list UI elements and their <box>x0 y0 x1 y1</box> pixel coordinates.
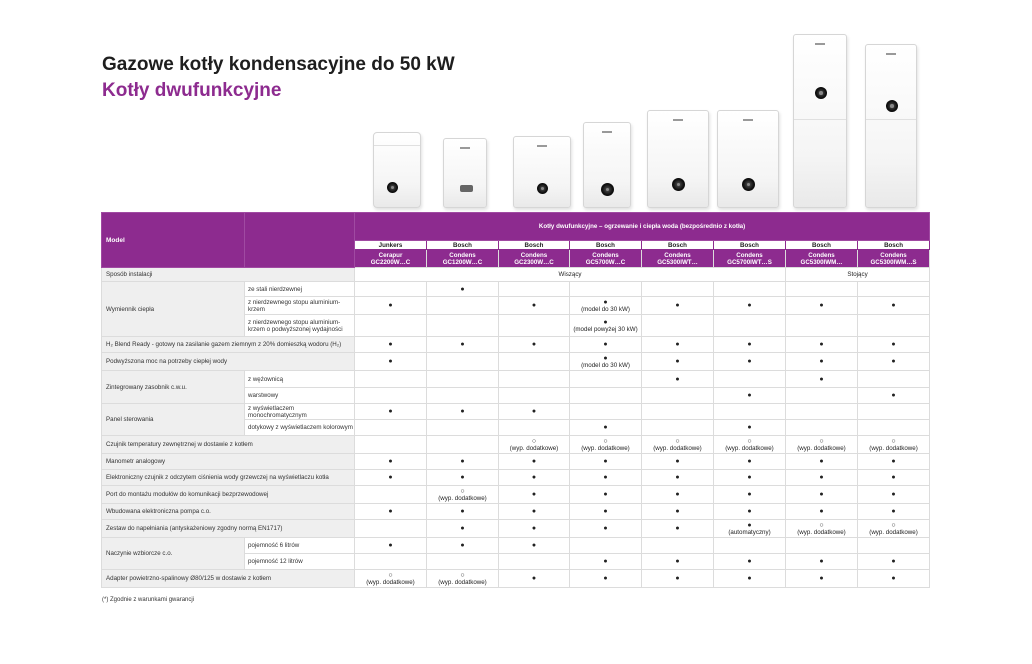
boiler-image-gc1200 <box>443 138 487 208</box>
boiler-image-gc5300iwm-s <box>865 44 917 208</box>
cell-note: (wyp. dodatkowe) <box>797 444 846 452</box>
feature-dot: ● <box>531 525 537 532</box>
feature-dot: ● <box>388 508 393 515</box>
install-floor-cell: Stojący <box>786 268 930 282</box>
feature-dot: ● <box>747 458 752 465</box>
row-label: Wbudowana elektroniczna pompa c.o. <box>102 504 355 520</box>
feature-dot: ● <box>675 558 680 565</box>
cell-note: (wyp. dodatkowe) <box>653 444 702 452</box>
feature-dot: ● <box>891 341 896 348</box>
feature-dot: ● <box>460 458 465 465</box>
row-label: Naczynie wzbiorcze c.o. <box>102 538 245 570</box>
feature-dot: ● <box>819 341 824 348</box>
optional-circle: ○ <box>891 521 896 529</box>
row-sublabel: pojemność 6 litrów <box>245 538 355 554</box>
feature-dot: ● <box>531 491 537 498</box>
row-label: Adapter powietrzno-spalinowy Ø80/125 w dostawie z kotłem <box>102 570 355 588</box>
feature-dot: ● <box>891 575 896 582</box>
feature-dot: ● <box>388 358 393 365</box>
row-sublabel: z nierdzewnego stopu aluminium-krzem <box>245 297 355 315</box>
table-row <box>102 404 930 420</box>
table-row <box>102 268 930 282</box>
comparison-table <box>101 212 930 588</box>
model-name-cell: Condens GC1200W…C <box>427 250 499 268</box>
table-row <box>102 454 930 470</box>
feature-dot: ● <box>460 508 465 515</box>
feature-dot: ● <box>388 474 393 481</box>
page-title: Gazowe kotły kondensacyjne do 50 kW <box>102 54 455 75</box>
cell-note: (wyp. dodatkowe) <box>509 444 559 452</box>
row-label: Podwyższona moc na potrzeby ciepłej wody <box>102 353 355 371</box>
brand-cell: Bosch <box>499 241 570 250</box>
feature-dot: ● <box>675 491 680 498</box>
feature-dot: ● <box>603 458 608 465</box>
feature-dot: ● <box>891 458 896 465</box>
feature-dot: ● <box>388 302 393 309</box>
boiler-image-gc2300 <box>513 136 571 208</box>
row-label: Elektroniczny czujnik z odczytem ciśnienia wody grzewczej na wyświetlaczu kotła <box>102 470 355 486</box>
table-row <box>102 486 930 504</box>
model-name-cell: Cerapur GC2200W…C <box>355 250 427 268</box>
feature-dot: ● <box>891 474 896 481</box>
brand-cell: Bosch <box>570 241 642 250</box>
feature-dot: ● <box>531 408 537 415</box>
feature-dot: ● <box>460 285 465 293</box>
feature-dot: ● <box>460 525 465 532</box>
feature-dot: ● <box>747 392 752 399</box>
table-row <box>102 337 930 353</box>
feature-dot: ● <box>747 521 752 529</box>
table-row <box>102 470 930 486</box>
feature-dot: ● <box>891 491 896 498</box>
row-label: Zintegrowany zasobnik c.w.u. <box>102 371 245 404</box>
brand-cell: Junkers <box>355 241 427 250</box>
feature-dot: ● <box>603 354 608 362</box>
feature-dot: ● <box>747 508 752 515</box>
feature-dot: ● <box>388 341 393 348</box>
feature-dot: ● <box>603 508 608 515</box>
feature-dot: ● <box>603 474 608 481</box>
feature-dot: ● <box>819 575 824 582</box>
boiler-image-gc5300iwm <box>793 34 847 208</box>
feature-dot: ● <box>747 302 752 309</box>
feature-dot: ● <box>388 542 393 549</box>
model-name-cell: Condens GC5300IWM…S <box>858 250 930 268</box>
feature-dot: ● <box>891 392 896 399</box>
cell-note: (model do 30 kW) <box>581 361 630 369</box>
row-sublabel: dotykowy z wyświetlaczem kolorowym <box>245 420 355 436</box>
cell-note: (wyp. dodatkowe) <box>438 494 487 502</box>
table-row <box>102 504 930 520</box>
table-row <box>102 538 930 554</box>
feature-dot: ● <box>531 474 537 481</box>
cell-note: (wyp. dodatkowe) <box>869 528 918 536</box>
row-sublabel: warstwowy <box>245 388 355 404</box>
row-sublabel: ze stali nierdzewnej <box>245 282 355 297</box>
row-sublabel: z wężownicą <box>245 371 355 388</box>
cell-note: (wyp. dodatkowe) <box>438 578 487 586</box>
optional-circle: ○ <box>891 437 896 445</box>
row-label: Port do montażu modułów do komunikacji bezprzewodowej <box>102 486 355 504</box>
feature-dot: ● <box>460 474 465 481</box>
model-name-cell: Condens GC5700W…C <box>570 250 642 268</box>
cell-note: (automatyczny) <box>728 528 771 536</box>
optional-circle: ○ <box>460 571 465 579</box>
feature-dot: ● <box>531 458 537 465</box>
feature-dot: ● <box>603 575 608 582</box>
feature-dot: ● <box>891 302 896 309</box>
boiler-image-gc5700 <box>583 122 631 208</box>
optional-circle: ○ <box>531 437 537 445</box>
table-row <box>102 436 930 454</box>
optional-circle: ○ <box>460 487 465 495</box>
model-name-cell: Condens GC2300W…C <box>499 250 570 268</box>
feature-dot: ● <box>819 358 824 365</box>
feature-dot: ● <box>747 341 752 348</box>
model-name-cell: Condens GC5300IWT… <box>642 250 714 268</box>
table-row <box>102 371 930 388</box>
feature-dot: ● <box>460 341 465 348</box>
model-header: Model <box>102 213 245 268</box>
brand-cell: Bosch <box>714 241 786 250</box>
feature-dot: ● <box>747 575 752 582</box>
row-label: Zestaw do napełniania (antyskażeniowy zgodny normą EN1717) <box>102 520 355 538</box>
feature-dot: ● <box>531 302 537 309</box>
feature-dot: ● <box>891 358 896 365</box>
feature-dot: ● <box>603 491 608 498</box>
feature-dot: ● <box>819 491 824 498</box>
feature-dot: ● <box>819 474 824 481</box>
table-row <box>102 520 930 538</box>
cell-note: (wyp. dodatkowe) <box>725 444 774 452</box>
cell-note: (wyp. dodatkowe) <box>366 578 415 586</box>
row-sublabel: z wyświetlaczem monochromatycznym <box>245 404 355 420</box>
feature-dot: ● <box>531 575 537 582</box>
cell-note: (wyp. dodatkowe) <box>581 444 630 452</box>
feature-dot: ● <box>603 558 608 565</box>
table-row <box>102 570 930 588</box>
feature-dot: ● <box>531 341 537 348</box>
feature-dot: ● <box>603 318 608 326</box>
cell-note: (model powyżej 30 kW) <box>573 325 638 333</box>
brand-cell: Bosch <box>858 241 930 250</box>
feature-dot: ● <box>675 508 680 515</box>
feature-dot: ● <box>747 558 752 565</box>
brand-cell: Bosch <box>642 241 714 250</box>
brand-cell: Bosch <box>427 241 499 250</box>
feature-dot: ● <box>747 424 752 431</box>
feature-dot: ● <box>819 508 824 515</box>
feature-dot: ● <box>747 491 752 498</box>
row-label: Wymiennik ciepła <box>102 282 245 337</box>
model-name-cell: Condens GC5700IWT…S <box>714 250 786 268</box>
feature-dot: ● <box>460 408 465 415</box>
feature-dot: ● <box>388 458 393 465</box>
row-sublabel: z nierdzewnego stopu aluminium-krzem o podwyższonej wydajności <box>245 315 355 337</box>
row-label: Sposób instalacji <box>102 268 355 282</box>
optional-circle: ○ <box>675 437 680 445</box>
row-label: H₂ Blend Ready - gotowy na zasilanie gazem ziemnym z 20% domieszką wodoru (H₂) <box>102 337 355 353</box>
feature-dot: ● <box>531 508 537 515</box>
feature-dot: ● <box>891 558 896 565</box>
table-row <box>102 282 930 297</box>
feature-dot: ● <box>675 525 680 532</box>
row-label: Panel sterowania <box>102 404 245 436</box>
feature-dot: ● <box>603 298 608 306</box>
feature-dot: ● <box>819 458 824 465</box>
table-row <box>102 353 930 371</box>
feature-dot: ● <box>531 542 537 549</box>
product-images <box>355 34 928 212</box>
model-name-cell: Condens GC5300IWM… <box>786 250 858 268</box>
install-wall-cell: Wiszący <box>355 268 786 282</box>
cell-note: (wyp. dodatkowe) <box>869 444 918 452</box>
boiler-image-gc5300iwt <box>647 110 709 208</box>
optional-circle: ○ <box>819 521 824 529</box>
row-label: Czujnik temperatury zewnętrznej w dostawie z kotłem <box>102 436 355 454</box>
feature-dot: ● <box>747 474 752 481</box>
feature-dot: ● <box>675 458 680 465</box>
optional-circle: ○ <box>603 437 608 445</box>
footnote: (*) Zgodnie z warunkami gwarancji <box>102 597 195 603</box>
optional-circle: ○ <box>388 571 393 579</box>
feature-dot: ● <box>891 508 896 515</box>
feature-dot: ● <box>675 575 680 582</box>
feature-dot: ● <box>603 525 608 532</box>
optional-circle: ○ <box>747 437 752 445</box>
feature-dot: ● <box>675 474 680 481</box>
boiler-image-gc2200 <box>373 132 421 208</box>
system-header: Kotły dwufunkcyjne – ogrzewanie i ciepła woda (bezpośrednio z kotła) <box>355 213 930 241</box>
brand-cell: Bosch <box>786 241 858 250</box>
feature-dot: ● <box>388 408 393 415</box>
feature-dot: ● <box>675 341 680 348</box>
feature-dot: ● <box>603 424 608 431</box>
feature-dot: ● <box>819 375 824 383</box>
model-subheader <box>245 213 355 268</box>
feature-dot: ● <box>603 341 608 348</box>
page-subtitle: Kotły dwufunkcyjne <box>102 80 282 101</box>
feature-dot: ● <box>675 358 680 365</box>
optional-circle: ○ <box>819 437 824 445</box>
cell-note: (model do 30 kW) <box>581 305 630 313</box>
row-sublabel: pojemność 12 litrów <box>245 554 355 570</box>
boiler-image-gc5700iwt <box>717 110 779 208</box>
row-label: Manometr analogowy <box>102 454 355 470</box>
feature-dot: ● <box>819 558 824 565</box>
feature-dot: ● <box>747 358 752 365</box>
feature-dot: ● <box>819 302 824 309</box>
feature-dot: ● <box>675 375 680 383</box>
feature-dot: ● <box>675 302 680 309</box>
cell-note: (wyp. dodatkowe) <box>797 528 846 536</box>
feature-dot: ● <box>460 542 465 549</box>
